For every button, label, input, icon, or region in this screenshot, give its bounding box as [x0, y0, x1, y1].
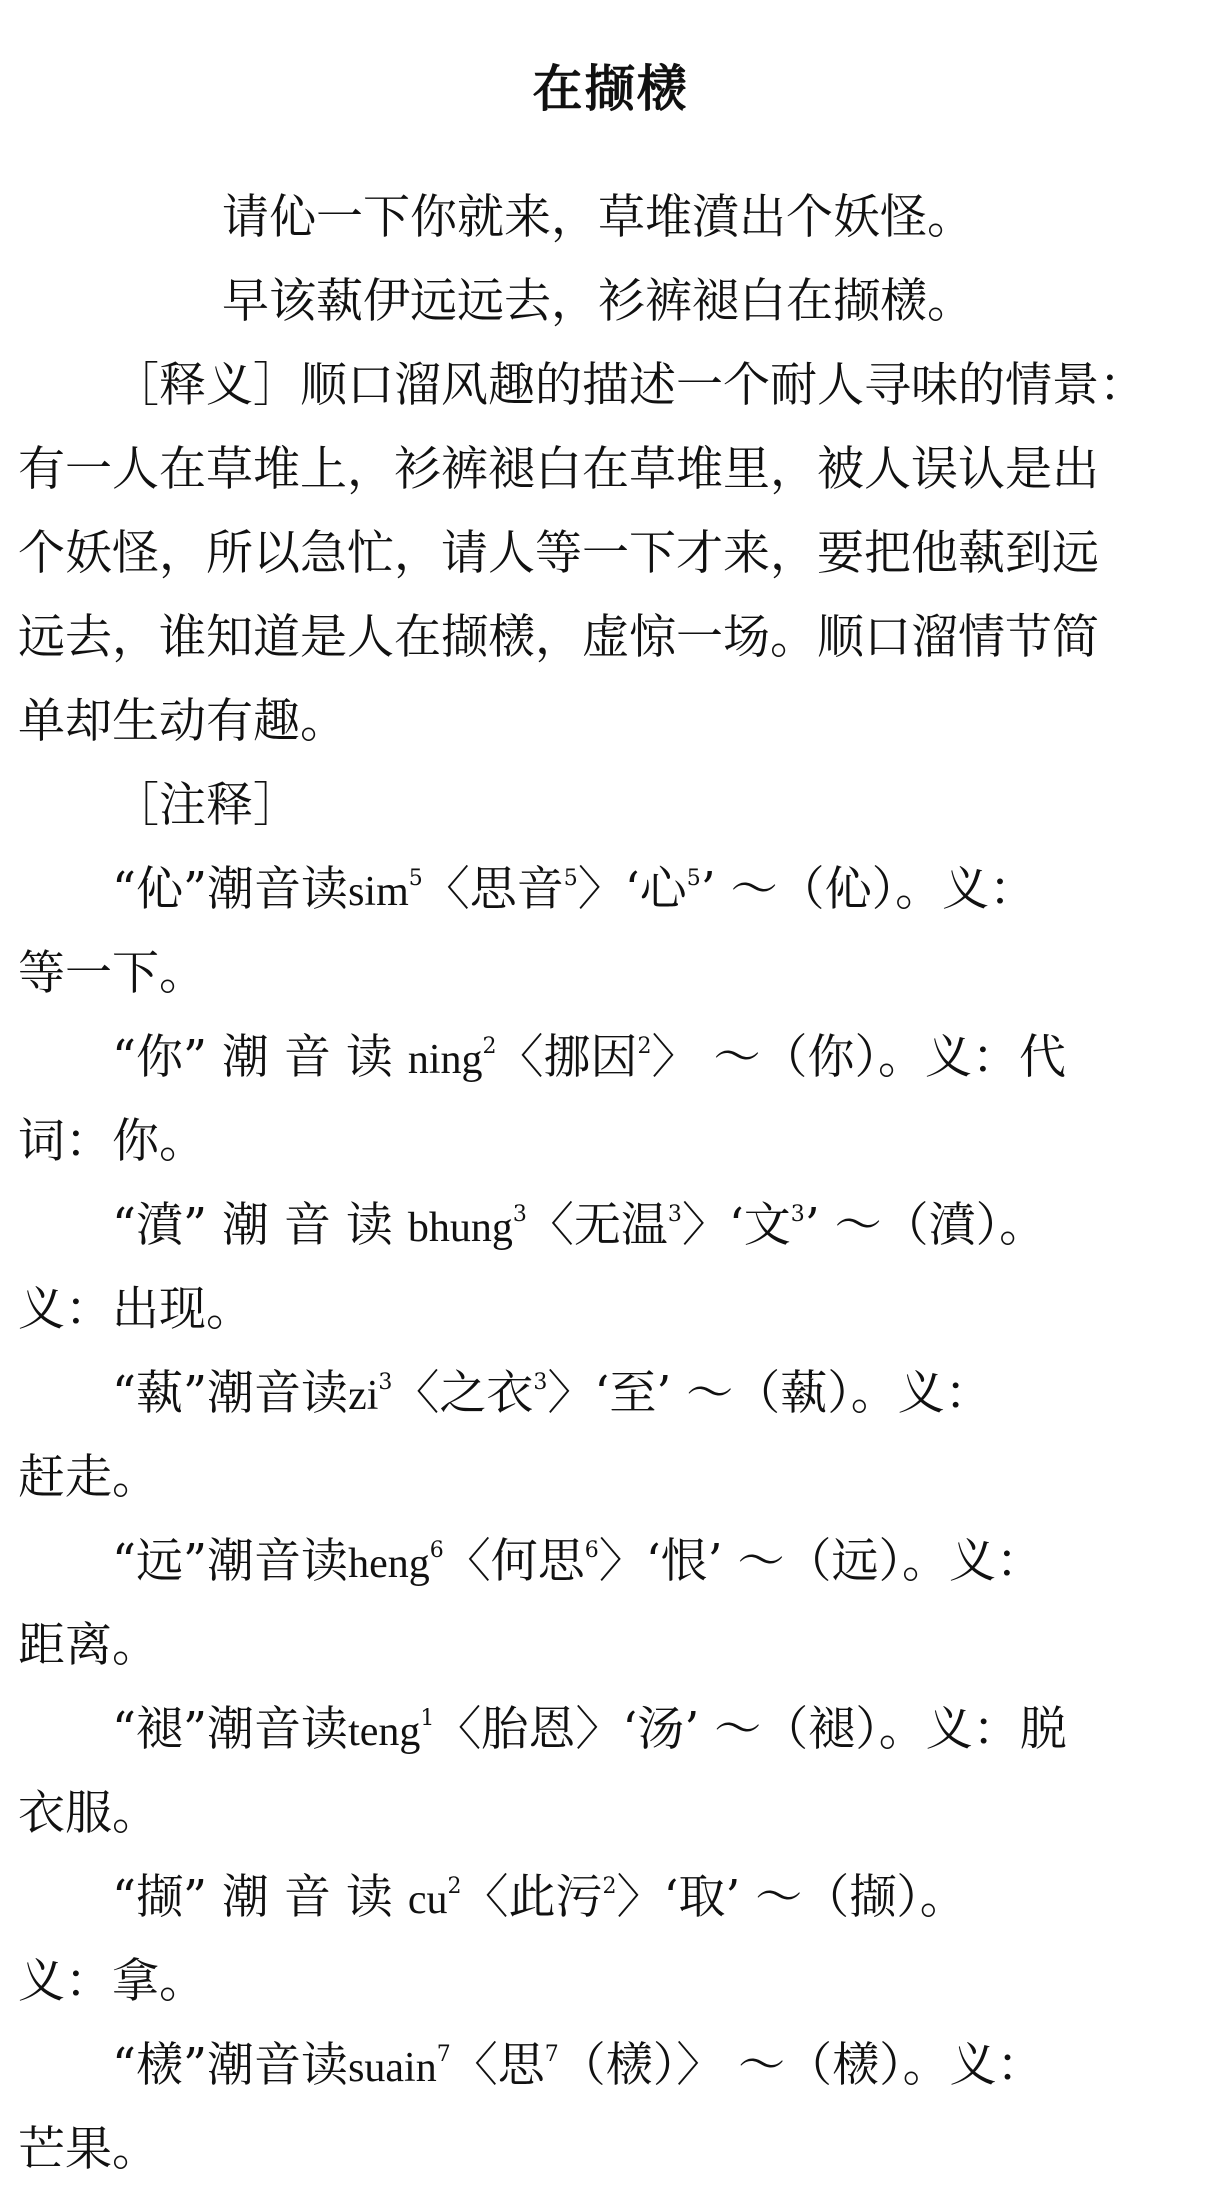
note-gloss: 〉‘文: [681, 1198, 791, 1253]
note-tone: 5: [686, 866, 701, 891]
note-gloss: ’ ～（伈）。义：: [700, 862, 1037, 917]
verse-line-1: 请伈一下你就来，草堆濆出个妖怪。: [222, 190, 974, 245]
explanation-line-3: 个妖怪，所以急忙，请人等一下才来，要把他蓻到远: [18, 526, 1099, 581]
note-tone: 3: [790, 1202, 805, 1227]
explanation-text: 顺口溜风趣的描述一个耐人寻味的情景：: [300, 358, 1146, 413]
note-head: “撷” 潮 音 读: [112, 1870, 408, 1925]
note-continuation: 赶走。: [18, 1450, 159, 1505]
explanation-label: ［释义］: [112, 358, 300, 413]
note-continuation: 距离。: [18, 1618, 159, 1673]
note-gloss: 〈挪因: [496, 1030, 638, 1085]
note-romanization: ning: [407, 1037, 483, 1083]
explanation-line-2: 有一人在草堆上，衫裤褪白在草堆里，被人误认是出: [18, 442, 1099, 497]
note-tone: 7: [436, 2042, 451, 2067]
note-gloss: 〉‘心: [577, 862, 687, 917]
note-tone: 5: [563, 866, 578, 891]
note-tone: 3: [533, 1370, 548, 1395]
note-head: “濆” 潮 音 读: [112, 1198, 408, 1253]
note-tone: 3: [512, 1202, 527, 1227]
note-line: [0, 1352, 1221, 1436]
note-tone: 3: [667, 1202, 682, 1227]
note-gloss: 〈此污: [461, 1870, 603, 1925]
note-continuation: 义：出现。: [18, 1282, 253, 1337]
note-romanization: heng: [348, 1541, 430, 1587]
note-head: “伈”潮音读: [112, 862, 349, 917]
note-head: “你” 潮 音 读: [112, 1030, 408, 1085]
explanation-line-1: [0, 344, 1221, 428]
notes-heading: ［注释］: [112, 778, 300, 833]
note-tone: 6: [584, 1538, 599, 1563]
explanation-line-4: 远去，谁知道是人在撷檨，虚惊一场。顺口溜情节简: [18, 610, 1099, 665]
note-gloss: 〈之衣: [392, 1366, 534, 1421]
note-line: [0, 2024, 1221, 2108]
note-tone: 2: [637, 1034, 652, 1059]
note-line: [0, 1688, 1221, 1772]
verse-line-2: 早该蓻伊远远去，衫裤褪白在撷檨。: [222, 274, 974, 329]
note-continuation: 词：你。: [18, 1114, 206, 1169]
note-romanization: cu: [407, 1877, 448, 1923]
note-romanization: suain: [348, 2045, 437, 2091]
note-gloss: 〉‘恨’ ～（远）。义：: [598, 1534, 1044, 1589]
note-tone: 5: [408, 866, 423, 891]
note-gloss: 〉 ～（你）。义：代: [651, 1030, 1066, 1085]
note-romanization: sim: [348, 869, 409, 915]
note-line: [0, 1016, 1221, 1100]
note-head: “蓻”潮音读: [112, 1366, 349, 1421]
note-head: “远”潮音读: [112, 1534, 349, 1589]
note-line: [0, 1520, 1221, 1604]
note-gloss: 〈思: [450, 2038, 545, 2093]
note-line: [0, 848, 1221, 932]
note-gloss: ’ ～（濆）。: [804, 1198, 1047, 1253]
note-gloss: 〈思音: [422, 862, 564, 917]
note-head: “檨”潮音读: [112, 2038, 349, 2093]
note-continuation: 等一下。: [18, 946, 206, 1001]
note-tone: 6: [429, 1538, 444, 1563]
note-continuation: 衣服。: [18, 1786, 159, 1841]
explanation-line-5: 单却生动有趣。: [18, 694, 347, 749]
note-head: “褪”潮音读: [112, 1702, 349, 1757]
note-gloss: 〈胎恩〉‘汤’ ～（褪）。义：脱: [434, 1702, 1067, 1757]
note-gloss: （檨）〉 ～（檨）。义：: [558, 2038, 1044, 2093]
note-tone: 3: [378, 1370, 393, 1395]
note-tone: 2: [447, 1874, 462, 1899]
note-line: [0, 1184, 1221, 1268]
note-continuation: 芒果。: [18, 2122, 159, 2177]
note-tone: 1: [420, 1706, 435, 1731]
note-tone: 2: [482, 1034, 497, 1059]
note-gloss: 〈何思: [443, 1534, 585, 1589]
note-gloss: 〉‘取’ ～（撷）。: [616, 1870, 967, 1925]
note-continuation: 义：拿。: [18, 1954, 206, 2009]
note-romanization: teng: [348, 1709, 421, 1755]
note-romanization: zi: [348, 1373, 379, 1419]
note-gloss: 〉‘至’ ～（蓻）。义：: [547, 1366, 992, 1421]
note-romanization: bhung: [407, 1205, 513, 1251]
note-tone: 2: [602, 1874, 617, 1899]
note-line: [0, 1856, 1221, 1940]
note-gloss: 〈无温: [526, 1198, 668, 1253]
page-title: 在撷檨: [532, 60, 689, 118]
note-tone: 7: [544, 2042, 559, 2067]
